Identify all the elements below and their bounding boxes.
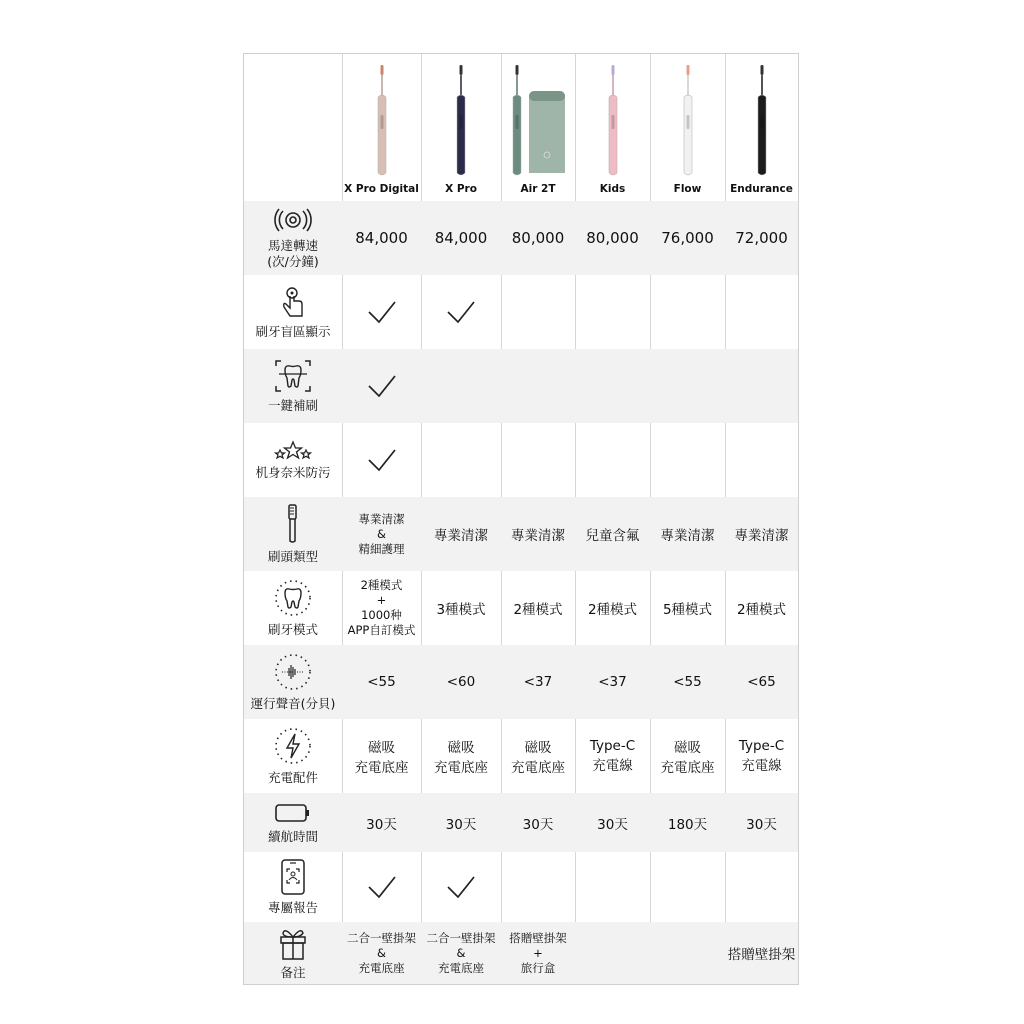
value-text: <65: [747, 674, 776, 690]
value-cell: [421, 645, 501, 719]
value-cell: [575, 922, 650, 984]
value-text: 84,000: [355, 229, 408, 247]
value-text: 80,000: [586, 229, 639, 247]
value-text: 2種模式: [587, 602, 638, 618]
value-text: 充電底座: [511, 760, 565, 776]
feature-cell: [244, 201, 342, 275]
value-text: 二合一壁掛架: [347, 930, 416, 945]
phone-report-icon: [276, 858, 310, 896]
feature-label: 机身奈米防污: [255, 465, 331, 480]
feature-row: [244, 423, 798, 497]
value-text: Type-C: [738, 738, 785, 754]
brush-image: [678, 63, 698, 179]
value-text: 充電底座: [660, 760, 715, 776]
value-cell: [501, 922, 575, 984]
value-text: 180天: [667, 816, 708, 833]
comparison-table: [243, 53, 799, 985]
value-cell: [421, 201, 501, 275]
value-cell: [650, 719, 725, 793]
battery-icon: [274, 801, 312, 825]
value-cell: [650, 922, 725, 984]
feature-sublabel: (次/分鐘): [267, 254, 319, 269]
value-text: 二合一壁掛架: [426, 930, 496, 945]
value-cell: [501, 201, 575, 275]
value-text: 充電底座: [434, 760, 488, 776]
value-text: 3種模式: [436, 602, 486, 618]
feature-cell: [244, 423, 342, 497]
value-text: 1000种: [361, 608, 402, 622]
value-text: &: [456, 945, 466, 960]
feature-label: 刷牙盲區顯示: [255, 324, 331, 339]
value-text: Type-C: [589, 738, 636, 754]
value-text: 76,000: [661, 229, 714, 247]
value-text: 磁吸: [674, 740, 701, 756]
feature-label: 馬達轉速: [267, 238, 318, 253]
value-text: 2種模式: [513, 602, 563, 618]
check-icon: [446, 298, 476, 326]
stars-icon: [273, 439, 313, 461]
value-cell: [421, 275, 501, 349]
value-text: 專業清潔: [434, 528, 488, 544]
value-cell: [725, 201, 798, 275]
brush-with-case-image: [507, 63, 569, 179]
tooth-mode-icon: [273, 578, 313, 618]
value-text: <55: [367, 674, 396, 690]
feature-label: 刷牙模式: [267, 622, 318, 637]
value-cell: [575, 852, 650, 922]
feature-row: [244, 275, 798, 349]
value-cell: [501, 423, 575, 497]
value-text: 5種模式: [662, 602, 713, 618]
value-cell: [725, 719, 798, 793]
gift-icon: [275, 925, 311, 961]
value-cell: [501, 852, 575, 922]
value-cell: [650, 423, 725, 497]
feature-row: [244, 922, 798, 984]
value-cell: [575, 201, 650, 275]
value-cell: [650, 571, 725, 645]
value-text: 30天: [597, 816, 628, 833]
value-text: 充電底座: [358, 960, 405, 975]
value-cell: [725, 852, 798, 922]
brush-image: [372, 63, 392, 179]
value-text: <37: [598, 674, 627, 690]
value-text: +: [376, 593, 387, 607]
value-cell: [342, 423, 421, 497]
model-name: Kids: [599, 183, 626, 195]
feature-label: 充電配件: [267, 770, 318, 785]
value-text: <60: [446, 674, 476, 690]
value-cell: [650, 852, 725, 922]
value-cell: [650, 645, 725, 719]
value-text: 30天: [522, 816, 554, 833]
value-text: 充電線: [741, 758, 782, 774]
feature-row: [244, 497, 798, 571]
value-cell: [575, 645, 650, 719]
tooth-scan-icon: [273, 358, 313, 394]
value-text: <37: [523, 674, 553, 690]
check-icon: [367, 873, 397, 901]
brush-image: [451, 63, 471, 179]
value-text: 30天: [445, 816, 477, 833]
model-name: Endurance: [730, 183, 793, 195]
value-cell: [421, 719, 501, 793]
value-cell: [650, 349, 725, 423]
value-text: 兒童含氟: [585, 528, 640, 544]
brush-image: [752, 63, 772, 179]
feature-cell: [244, 922, 342, 984]
value-text: 充電底座: [354, 760, 409, 776]
model-column-header: [575, 54, 650, 201]
value-cell: [342, 852, 421, 922]
header-row: [244, 54, 798, 201]
value-cell: [501, 793, 575, 852]
value-cell: [650, 793, 725, 852]
value-cell: [725, 793, 798, 852]
value-text: 磁吸: [447, 740, 475, 756]
value-cell: [421, 349, 501, 423]
value-cell: [725, 922, 798, 984]
value-text: 磁吸: [524, 740, 552, 756]
value-cell: [725, 497, 798, 571]
value-cell: [725, 349, 798, 423]
value-text: 80,000: [511, 229, 565, 247]
feature-cell: [244, 793, 342, 852]
value-cell: [342, 201, 421, 275]
value-cell: [342, 349, 421, 423]
model-name: X Pro Digital: [344, 183, 419, 195]
brush-image: [603, 63, 623, 179]
feature-cell: [244, 275, 342, 349]
value-cell: [342, 571, 421, 645]
value-text: 2種模式: [360, 578, 403, 592]
feature-cell: [244, 719, 342, 793]
value-text: 專業清潔: [511, 528, 565, 544]
value-cell: [501, 645, 575, 719]
value-text: 磁吸: [368, 740, 395, 756]
value-cell: [342, 719, 421, 793]
value-text: 72,000: [735, 229, 788, 247]
value-cell: [650, 275, 725, 349]
model-name: Flow: [673, 183, 702, 195]
value-text: 搭贈壁掛架: [509, 930, 567, 945]
value-cell: [342, 645, 421, 719]
value-cell: [342, 793, 421, 852]
value-text: 旅行盒: [520, 960, 556, 975]
value-text: +: [533, 945, 543, 960]
feature-row: [244, 719, 798, 793]
feature-row: [244, 793, 798, 852]
feature-row: [244, 645, 798, 719]
value-cell: [575, 719, 650, 793]
value-cell: [501, 719, 575, 793]
value-cell: [421, 793, 501, 852]
feature-row: [244, 852, 798, 922]
value-text: 精細護理: [358, 541, 405, 556]
model-column-header: [501, 54, 575, 201]
value-text: 2種模式: [736, 602, 787, 618]
check-icon: [446, 873, 476, 901]
model-column-header: [650, 54, 725, 201]
model-column-header: [725, 54, 798, 201]
value-text: &: [377, 945, 386, 960]
value-text: 充電底座: [438, 960, 484, 975]
check-icon: [367, 372, 397, 400]
feature-cell: [244, 852, 342, 922]
feature-row: [244, 201, 798, 275]
value-cell: [342, 275, 421, 349]
value-cell: [501, 571, 575, 645]
sound-wave-icon: [273, 206, 313, 234]
feature-cell: [244, 497, 342, 571]
model-column-header: [421, 54, 501, 201]
value-cell: [575, 571, 650, 645]
value-cell: [421, 922, 501, 984]
value-cell: [725, 571, 798, 645]
check-icon: [367, 298, 397, 326]
value-text: 30天: [746, 816, 777, 833]
value-cell: [575, 423, 650, 497]
value-cell: [725, 423, 798, 497]
value-text: 專業清潔: [358, 511, 405, 526]
value-text: 84,000: [434, 229, 488, 247]
model-name: X Pro: [445, 183, 477, 195]
value-text: 搭贈壁掛架: [727, 947, 796, 963]
feature-row: [244, 571, 798, 645]
model-name: Air 2T: [520, 183, 556, 195]
value-cell: [421, 571, 501, 645]
value-cell: [575, 275, 650, 349]
value-text: 30天: [366, 816, 397, 833]
feature-label: 备注: [280, 965, 306, 980]
value-text: &: [377, 526, 386, 541]
feature-label: 刷頭類型: [267, 549, 318, 564]
value-cell: [342, 922, 421, 984]
value-cell: [421, 423, 501, 497]
value-cell: [501, 497, 575, 571]
value-cell: [421, 497, 501, 571]
feature-cell: [244, 349, 342, 423]
noise-icon: [273, 652, 313, 692]
value-text: <55: [673, 674, 702, 690]
value-cell: [650, 497, 725, 571]
check-icon: [367, 446, 397, 474]
value-cell: [342, 497, 421, 571]
value-cell: [501, 349, 575, 423]
feature-cell: [244, 571, 342, 645]
value-text: 充電線: [592, 758, 633, 774]
value-cell: [725, 275, 798, 349]
model-column-header: [342, 54, 421, 201]
value-cell: [650, 201, 725, 275]
feature-row: [244, 349, 798, 423]
charge-icon: [273, 726, 313, 766]
feature-cell: [244, 645, 342, 719]
value-cell: [575, 793, 650, 852]
feature-label: 運行聲音(分貝): [250, 696, 336, 711]
value-cell: [421, 852, 501, 922]
value-text: 專業清潔: [660, 528, 715, 544]
value-cell: [575, 497, 650, 571]
brush-head-icon: [281, 503, 305, 545]
feature-label: 續航時間: [267, 828, 318, 844]
feature-label: 一鍵補刷: [267, 398, 318, 413]
value-text: 專業清潔: [734, 528, 789, 544]
value-cell: [725, 645, 798, 719]
feature-label: 專屬報告: [267, 900, 318, 915]
value-cell: [501, 275, 575, 349]
value-text: APP自訂模式: [347, 623, 416, 637]
finger-touch-icon: [276, 284, 310, 320]
value-cell: [575, 349, 650, 423]
